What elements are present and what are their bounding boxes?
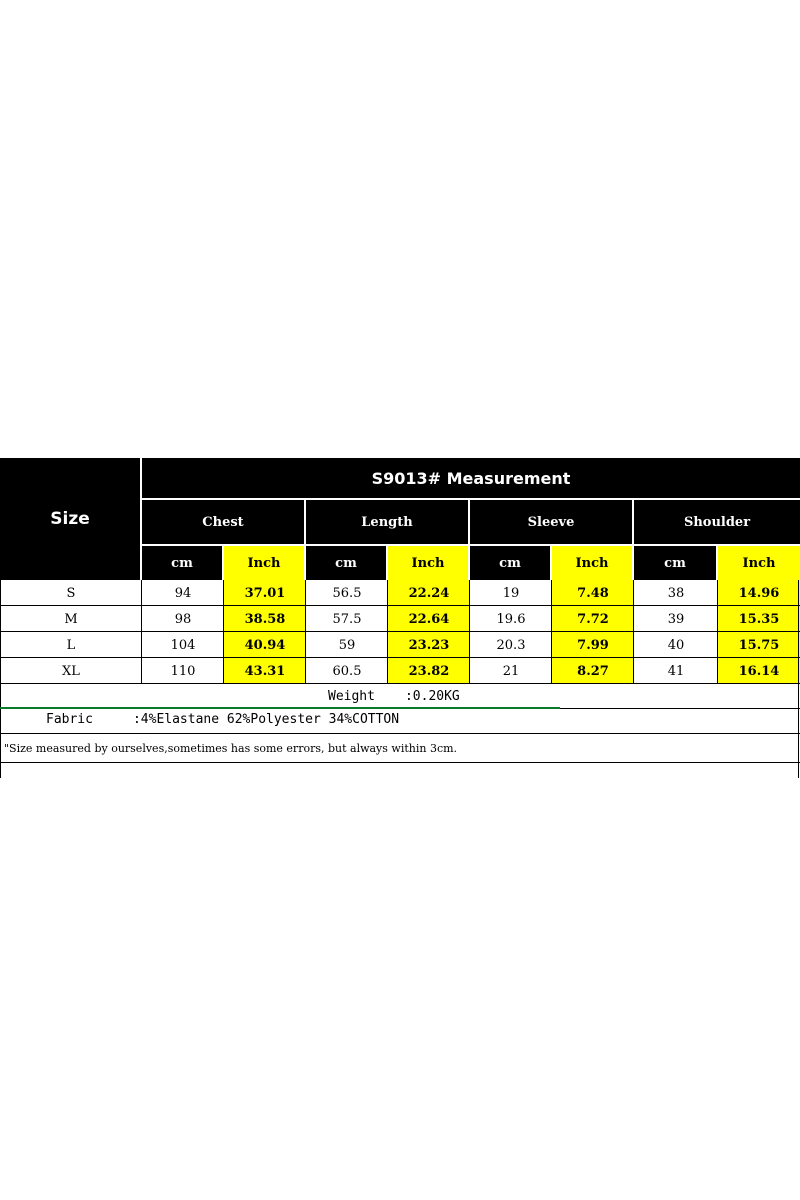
weight-value: :0.20KG (404, 688, 460, 704)
column-line (141, 580, 142, 684)
unit-header-inch: Inch (224, 546, 304, 580)
cm-value-cell: 110 (170, 663, 196, 679)
inch-value-cell: 43.31 (224, 658, 306, 684)
inch-value-cell: 22.64 (388, 606, 470, 632)
unit-header-cm: cm (142, 546, 222, 580)
size-cell: M (64, 611, 78, 627)
title-cell (142, 458, 800, 498)
fabric-label: Fabric (46, 711, 93, 727)
inch-value-cell: 23.82 (388, 658, 470, 684)
cm-value-cell: 19 (502, 585, 520, 601)
frame-left (0, 580, 1, 778)
inch-value-cell: 7.72 (552, 606, 634, 632)
column-line (305, 580, 306, 684)
column-line (633, 580, 634, 684)
unit-header-cm: cm (306, 546, 386, 580)
size-cell: S (66, 585, 76, 601)
group-header-shoulder (634, 500, 800, 544)
cm-value-cell: 19.6 (496, 611, 526, 627)
weight-label: Weight (328, 688, 375, 704)
inch-value-cell: 37.01 (224, 580, 306, 606)
group-label: Shoulder (683, 514, 751, 530)
size-header-label: Size (50, 509, 90, 529)
inch-value-cell: 23.23 (388, 632, 470, 658)
note-bottom-line (0, 762, 800, 763)
inch-value-cell: 7.48 (552, 580, 634, 606)
group-header-sleeve (470, 500, 632, 544)
cm-value-cell: 39 (667, 611, 685, 627)
inch-value-cell: 15.35 (718, 606, 800, 632)
note-row (4, 736, 457, 760)
cm-value-cell: 38 (667, 585, 685, 601)
inch-value-cell: 7.99 (552, 632, 634, 658)
column-line (717, 580, 718, 684)
inch-value-cell: 40.94 (224, 632, 306, 658)
inch-value-cell: 16.14 (718, 658, 800, 684)
size-header-cell (0, 458, 140, 580)
size-cell: XL (62, 663, 80, 679)
note-text: "Size measured by ourselves,sometimes has some errors, but always within 3cm. (4, 741, 458, 755)
inch-value-cell: 22.24 (388, 580, 470, 606)
cm-value-cell: 60.5 (332, 663, 362, 679)
cm-value-cell: 57.5 (332, 611, 362, 627)
unit-header-inch: Inch (388, 546, 468, 580)
column-line (223, 580, 224, 684)
cm-value-cell: 40 (667, 637, 685, 653)
inch-value-cell: 15.75 (718, 632, 800, 658)
unit-header-cm: cm (470, 546, 550, 580)
cm-value-cell: 56.5 (332, 585, 362, 601)
group-header-chest (142, 500, 304, 544)
cm-value-cell: 20.3 (496, 637, 526, 653)
cm-value-cell: 94 (174, 585, 192, 601)
weight-row (328, 684, 460, 708)
fabric-bottom-line (0, 733, 800, 734)
inch-value-cell: 14.96 (718, 580, 800, 606)
group-label: Chest (202, 514, 244, 530)
inch-value-cell: 8.27 (552, 658, 634, 684)
cm-value-cell: 41 (667, 663, 685, 679)
group-label: Length (361, 514, 413, 530)
column-line (387, 580, 388, 684)
unit-header-cm: cm (634, 546, 716, 580)
column-line (551, 580, 552, 684)
cm-value-cell: 104 (170, 637, 196, 653)
frame-right (798, 580, 799, 778)
unit-header-inch: Inch (552, 546, 632, 580)
fabric-value: :4%Elastane 62%Polyester 34%COTTON (132, 711, 400, 727)
size-cell: L (66, 637, 76, 653)
cm-value-cell: 98 (174, 611, 192, 627)
group-label: Sleeve (527, 514, 575, 530)
cm-value-cell: 59 (338, 637, 356, 653)
group-header-length (306, 500, 468, 544)
cm-value-cell: 21 (502, 663, 520, 679)
column-line (469, 580, 470, 684)
fabric-row (46, 708, 399, 730)
table-title: S9013# Measurement (371, 468, 571, 488)
unit-header-inch: Inch (718, 546, 800, 580)
size-chart (0, 458, 800, 778)
inch-value-cell: 38.58 (224, 606, 306, 632)
